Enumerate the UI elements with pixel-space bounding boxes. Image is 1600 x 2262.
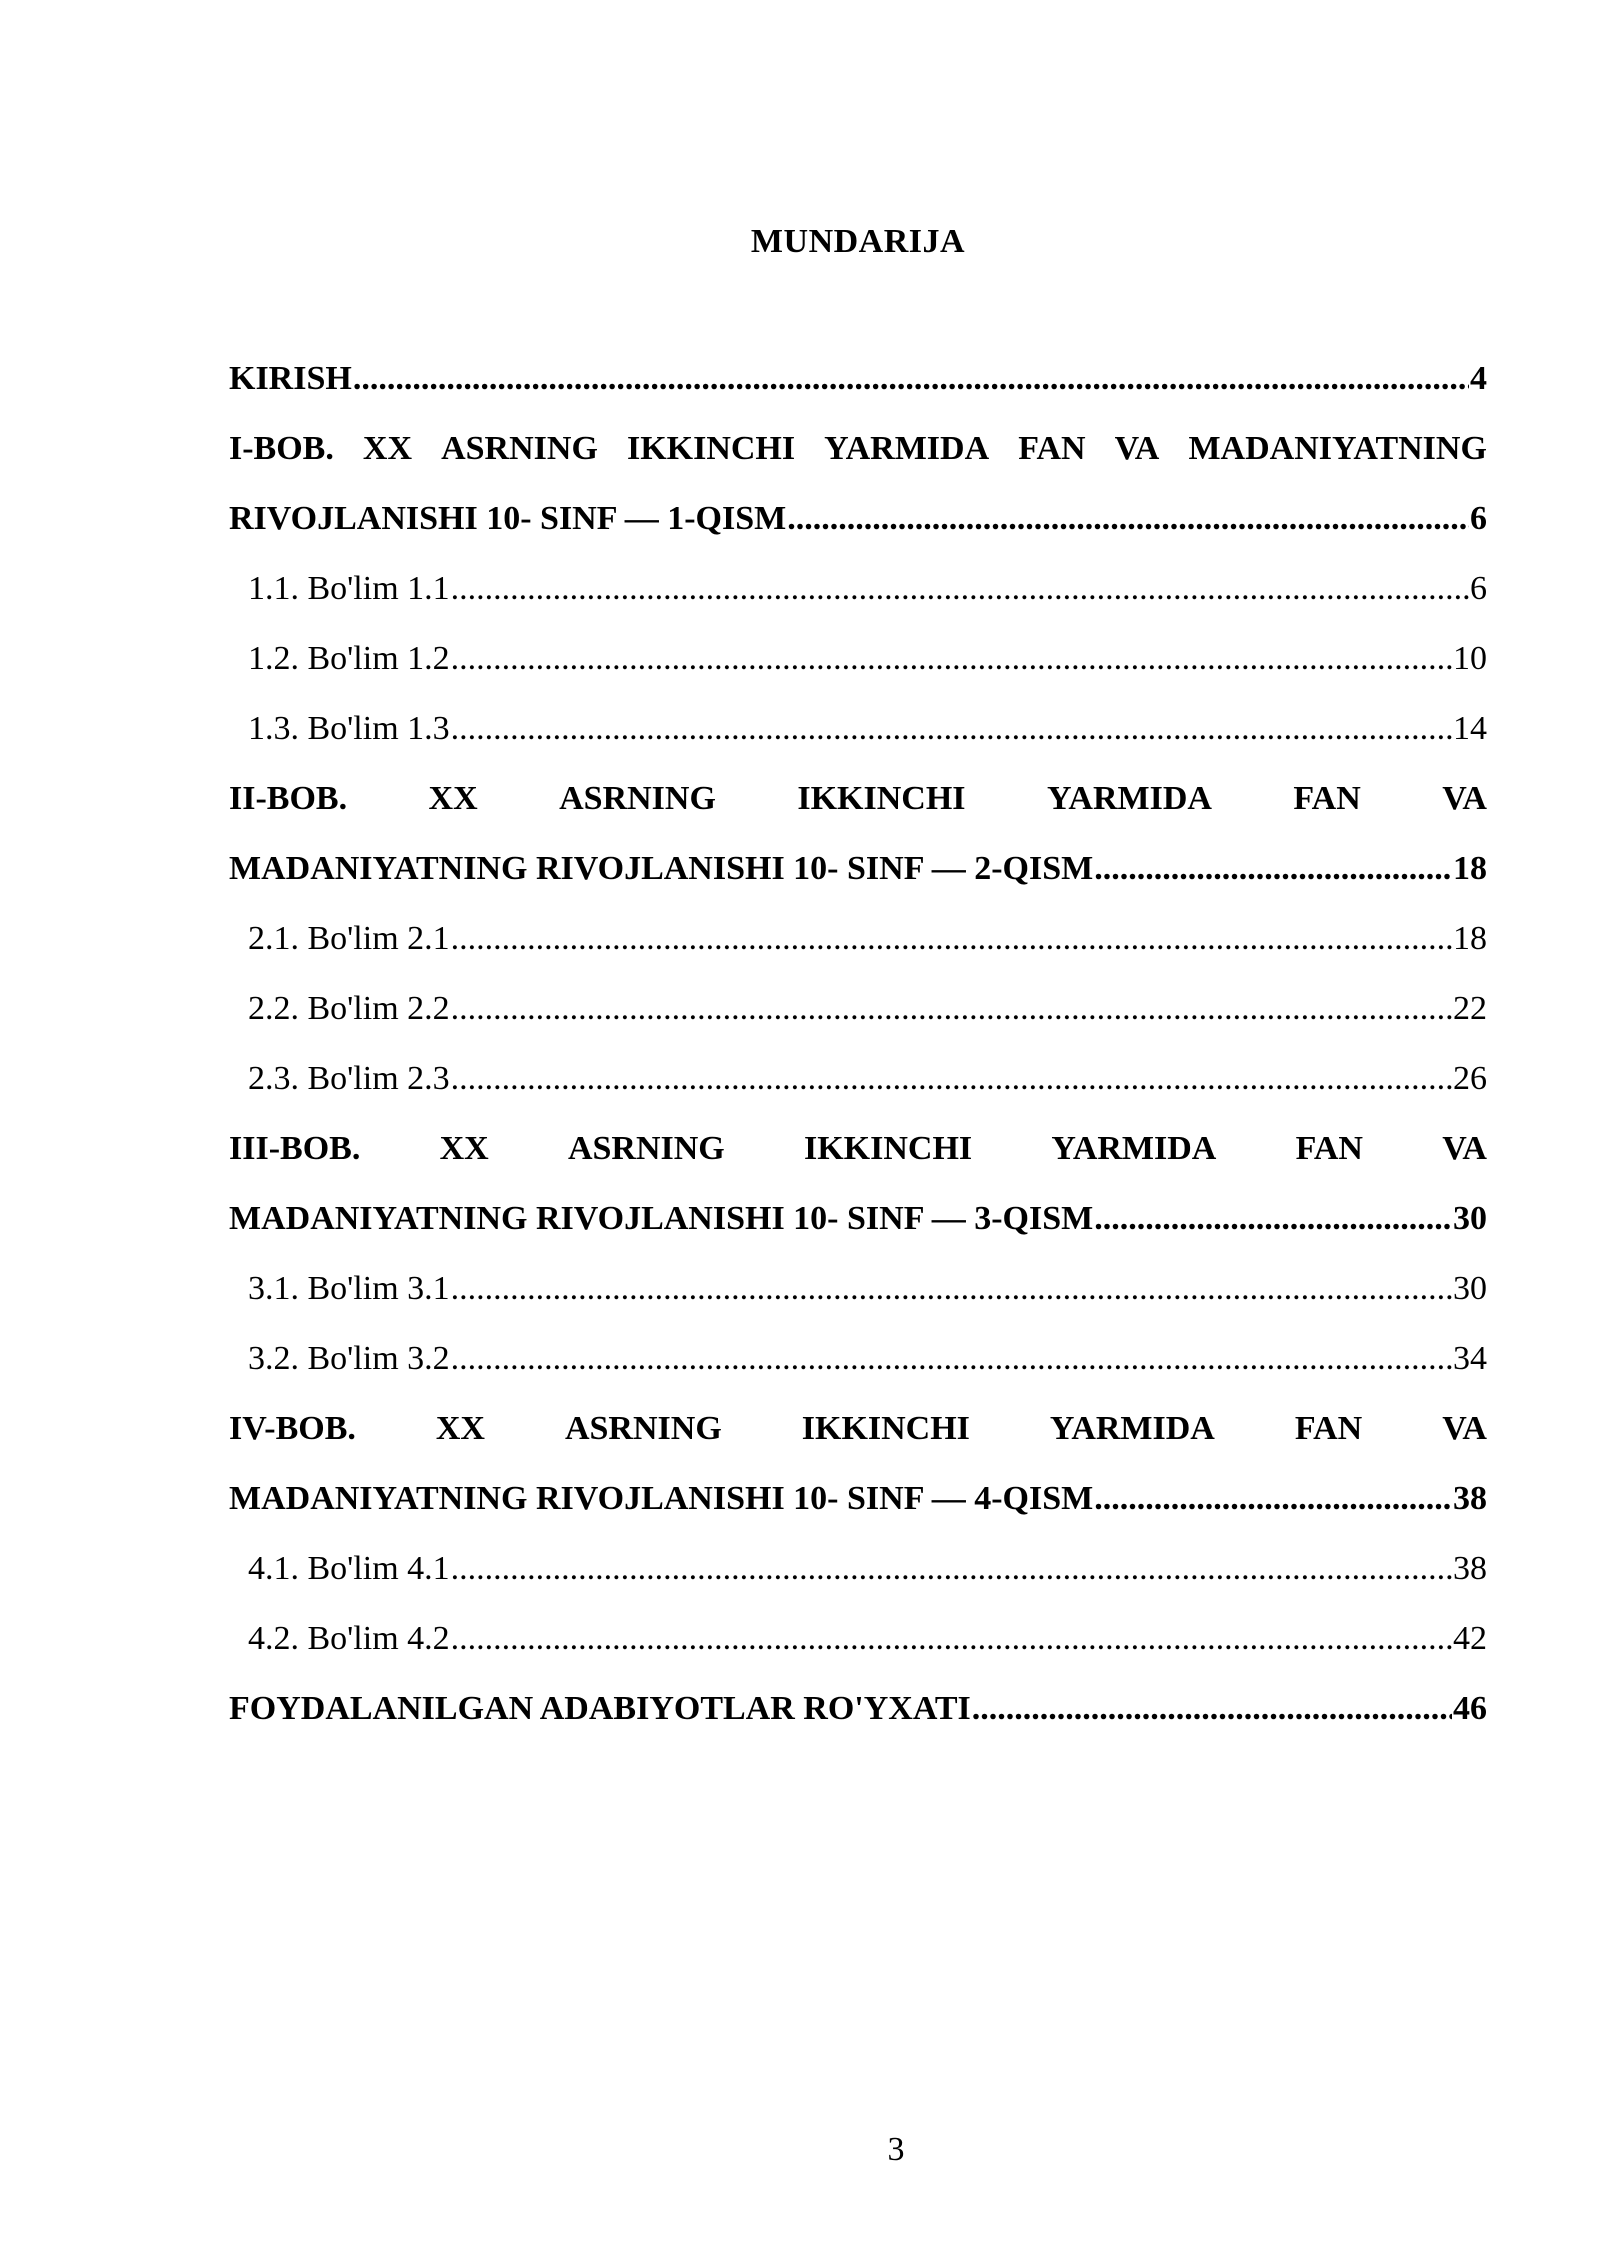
toc-entry-label: 3.1. Bo'lim 3.1 (248, 1270, 450, 1307)
toc-dot-leader (787, 494, 1469, 544)
toc-chapter-title-word: YARMIDA (1051, 1130, 1217, 1167)
toc-chapter-title-word: YARMIDA (1046, 780, 1212, 817)
toc-chapter-title-line (229, 1124, 1487, 1194)
toc-entry-label: 4.1. Bo'lim 4.1 (248, 1550, 450, 1587)
toc-dot-leader (451, 564, 1469, 614)
toc-entry-label: 1.1. Bo'lim 1.1 (248, 570, 450, 607)
toc-chapter-1[interactable] (229, 424, 1487, 564)
toc-chapter-title-word: FAN (1018, 430, 1086, 467)
toc-chapter-title-line (229, 1404, 1487, 1474)
toc-entry-section-2-2[interactable] (229, 984, 1487, 1054)
toc-dot-leader (1094, 1194, 1452, 1244)
toc-dot-leader (451, 1334, 1452, 1384)
toc-chapter-title-word: III-BOB. (229, 1130, 361, 1167)
toc-entry-label: MADANIYATNING RIVOJLANISHI 10- SINF — 3-QISM (229, 1200, 1094, 1237)
toc-chapter-title-line-final (229, 1194, 1487, 1264)
toc-entry-page: 6 (1470, 570, 1487, 607)
toc-entry-label: MADANIYATNING RIVOJLANISHI 10- SINF — 2-QISM (229, 850, 1094, 887)
toc-chapter-title-line (229, 774, 1487, 844)
toc-entry-label: 1.3. Bo'lim 1.3 (248, 710, 450, 747)
toc-entry-page: 42 (1453, 1620, 1487, 1657)
toc-entry-page: 46 (1453, 1690, 1487, 1727)
toc-entry-section-1-3[interactable] (229, 704, 1487, 774)
toc-entry-section-2-1[interactable] (229, 914, 1487, 984)
toc-dot-leader (451, 1544, 1452, 1594)
toc-dot-leader (353, 354, 1469, 404)
toc-entry-section-3-1[interactable] (229, 1264, 1487, 1334)
toc-dot-leader (451, 634, 1452, 684)
toc-entry-page: 18 (1453, 920, 1487, 957)
toc-entry-section-1-2[interactable] (229, 634, 1487, 704)
toc-chapter-title-word: VA (1442, 1410, 1487, 1447)
toc-dot-leader (451, 704, 1452, 754)
toc-entry-page: 22 (1453, 990, 1487, 1027)
toc-chapter-title-word: ASRNING (564, 1410, 722, 1447)
toc-entry-section-3-2[interactable] (229, 1334, 1487, 1404)
toc-chapter-title-word: MADANIYATNING (1188, 430, 1487, 467)
toc-chapter-title-word: FAN (1294, 1410, 1363, 1447)
toc-dot-leader (972, 1684, 1452, 1734)
toc-entry-page: 30 (1453, 1200, 1487, 1237)
toc-dot-leader (451, 1614, 1452, 1664)
toc-chapter-title-word: XX (435, 1410, 485, 1447)
toc-entry-page: 38 (1453, 1550, 1487, 1587)
toc-chapter-title-word: XX (362, 430, 413, 467)
toc-dot-leader (1094, 1474, 1452, 1524)
toc-dot-leader (451, 1054, 1452, 1104)
toc-entry-label: 2.3. Bo'lim 2.3 (248, 1060, 450, 1097)
toc-chapter-title-word: FAN (1295, 1130, 1363, 1167)
toc-entry-page: 30 (1453, 1270, 1487, 1307)
toc-entry-page: 34 (1453, 1340, 1487, 1377)
toc-chapter-title-word: IKKINCHI (797, 780, 966, 817)
toc-entry-page: 4 (1470, 360, 1487, 397)
toc-chapter-title-line-final (229, 494, 1487, 564)
toc-chapter-title-word: VA (1442, 1130, 1487, 1167)
toc-entry-page: 18 (1453, 850, 1487, 887)
toc-entry-section-1-1[interactable] (229, 564, 1487, 634)
toc-entry-page: 10 (1453, 640, 1487, 677)
toc-dot-leader (451, 984, 1452, 1034)
toc-entry-label: MADANIYATNING RIVOJLANISHI 10- SINF — 4-QISM (229, 1480, 1094, 1517)
toc-chapter-title-word: ASRNING (441, 430, 598, 467)
toc-chapter-title-word: VA (1442, 780, 1487, 817)
toc-chapter-title-line-final (229, 844, 1487, 914)
toc-entry-page: 26 (1453, 1060, 1487, 1097)
toc-chapter-title-word: I-BOB. (229, 430, 334, 467)
toc-entry-label: KIRISH (229, 360, 352, 397)
toc-entry-page: 14 (1453, 710, 1487, 747)
toc-dot-leader (1094, 844, 1452, 894)
toc-title: MUNDARIJA (750, 223, 966, 260)
toc-entry-label: 1.2. Bo'lim 1.2 (248, 640, 450, 677)
toc-chapter-title-word: IKKINCHI (626, 430, 796, 467)
toc-chapter-title-word: YARMIDA (824, 430, 990, 467)
toc-chapter-title-word: IV-BOB. (229, 1410, 356, 1447)
toc-entry-section-2-3[interactable] (229, 1054, 1487, 1124)
toc-entry-section-4-1[interactable] (229, 1544, 1487, 1614)
toc-chapter-title-word: ASRNING (559, 780, 716, 817)
toc-entry-label: 2.2. Bo'lim 2.2 (248, 990, 450, 1027)
page-number: 3 (887, 2131, 905, 2168)
toc-chapter-title-line-final (229, 1474, 1487, 1544)
toc-entry-references[interactable] (229, 1684, 1487, 1754)
toc-chapter-title-word: YARMIDA (1049, 1410, 1215, 1447)
toc-chapter-title-word: XX (439, 1130, 489, 1167)
toc-chapter-title-line (229, 424, 1487, 494)
toc-dot-leader (451, 1264, 1452, 1314)
toc-dot-leader (451, 914, 1452, 964)
toc-entry-label: 3.2. Bo'lim 3.2 (248, 1340, 450, 1377)
toc-chapter-title-word: IKKINCHI (804, 1130, 973, 1167)
toc-chapter-2[interactable] (229, 774, 1487, 914)
toc-chapter-title-word: ASRNING (567, 1130, 725, 1167)
toc-entry-label: FOYDALANILGAN ADABIYOTLAR RO'YXATI (229, 1690, 971, 1727)
toc-chapter-3[interactable] (229, 1124, 1487, 1264)
toc-chapter-4[interactable] (229, 1404, 1487, 1544)
toc-entry-kirish[interactable] (229, 354, 1487, 424)
toc-chapter-title-word: VA (1114, 430, 1160, 467)
toc-entry-section-4-2[interactable] (229, 1614, 1487, 1684)
toc-chapter-title-word: IKKINCHI (801, 1410, 970, 1447)
toc-chapter-title-word: II-BOB. (229, 780, 348, 817)
toc-chapter-title-word: FAN (1293, 780, 1361, 817)
toc-entry-page: 6 (1470, 500, 1487, 537)
table-of-contents (229, 354, 1487, 1754)
toc-entry-label: 4.2. Bo'lim 4.2 (248, 1620, 450, 1657)
toc-entry-label: 2.1. Bo'lim 2.1 (248, 920, 450, 957)
toc-entry-page: 38 (1453, 1480, 1487, 1517)
toc-chapter-title-word: XX (428, 780, 478, 817)
toc-entry-label: RIVOJLANISHI 10- SINF — 1-QISM (229, 500, 787, 537)
